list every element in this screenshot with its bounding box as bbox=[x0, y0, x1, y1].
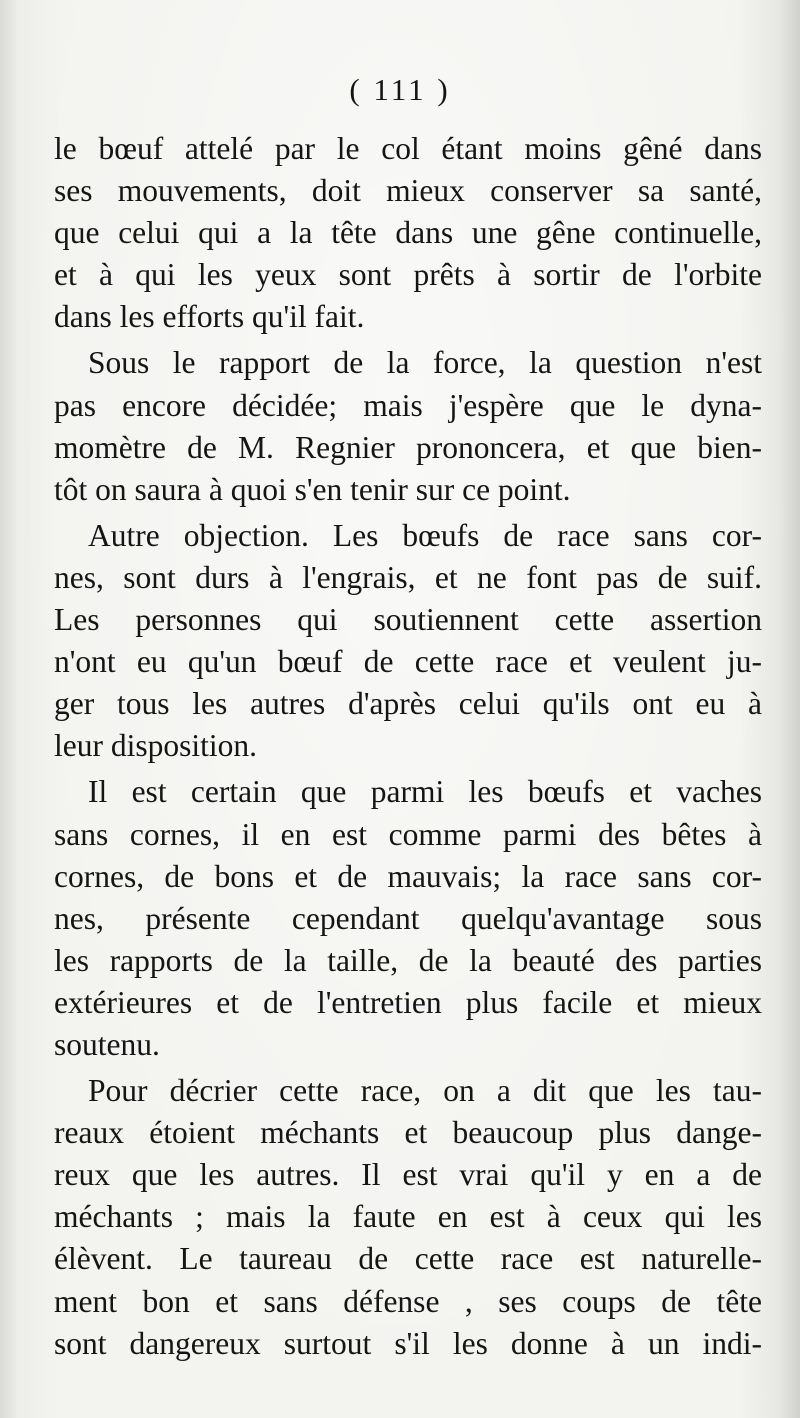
text-line: Autre objection. Les bœufs de race sans cor- bbox=[88, 517, 762, 553]
text-line: méchants ; mais la faute en est à ceux qui les bbox=[54, 1199, 762, 1235]
text-line: Pour décrier cette race, on a dit que les tau- bbox=[88, 1073, 762, 1109]
text-line: nes, sont durs à l'engrais, et ne font pas de suif. bbox=[54, 559, 762, 595]
text-line: et à qui les yeux sont prêts à sortir de l'orbite bbox=[54, 257, 762, 293]
paragraph bbox=[54, 771, 762, 1066]
paragraph bbox=[54, 128, 762, 338]
text-line: les rapports de la taille, de la beauté des parties bbox=[54, 942, 762, 978]
page-number: ( 111 ) bbox=[349, 72, 451, 107]
paragraph bbox=[54, 515, 762, 768]
text-line: extérieures et de l'entretien plus facile et mieux bbox=[54, 984, 762, 1020]
text-line: que celui qui a la tête dans une gêne continuelle, bbox=[54, 215, 762, 251]
text-line: sont dangereux surtout s'il les donne à un indi- bbox=[54, 1325, 762, 1361]
text-line: tôt on saura à quoi s'en tenir sur ce point. bbox=[54, 471, 571, 507]
text-line: ment bon et sans défense , ses coups de tête bbox=[54, 1283, 762, 1319]
body-text bbox=[54, 128, 762, 1365]
text-line: leur disposition. bbox=[54, 728, 257, 764]
text-line: reux que les autres. Il est vrai qu'il y en a de bbox=[54, 1157, 762, 1193]
paragraph bbox=[54, 1070, 762, 1365]
text-line: Il est certain que parmi les bœufs et vaches bbox=[88, 774, 762, 810]
text-line: momètre de M. Regnier prononcera, et que bien- bbox=[54, 429, 762, 465]
text-line: reaux étoient méchants et beaucoup plus dange- bbox=[54, 1115, 762, 1151]
text-line: sans cornes, il en est comme parmi des bêtes à bbox=[54, 816, 762, 852]
text-line: le bœuf attelé par le col étant moins gêné dans bbox=[54, 131, 762, 166]
text-line: cornes, de bons et de mauvais; la race sans cor- bbox=[54, 858, 762, 894]
text-line: dans les efforts qu'il fait. bbox=[54, 299, 365, 335]
text-line: nes, présente cependant quelqu'avantage sous bbox=[54, 900, 762, 936]
text-line: Sous le rapport de la force, la question n'est bbox=[88, 345, 762, 381]
text-line: élèvent. Le taureau de cette race est naturelle- bbox=[54, 1241, 762, 1277]
text-line: pas encore décidée; mais j'espère que le dyna- bbox=[54, 387, 762, 423]
text-line: ger tous les autres d'après celui qu'ils ont eu à bbox=[54, 686, 762, 722]
text-line: n'ont eu qu'un bœuf de cette race et veulent ju- bbox=[54, 644, 762, 680]
text-line: soutenu. bbox=[54, 1026, 160, 1062]
text-line: Les personnes qui soutiennent cette assertion bbox=[54, 602, 762, 638]
text-line: ses mouvements, doit mieux conserver sa santé, bbox=[54, 173, 762, 209]
paragraph bbox=[54, 342, 762, 510]
